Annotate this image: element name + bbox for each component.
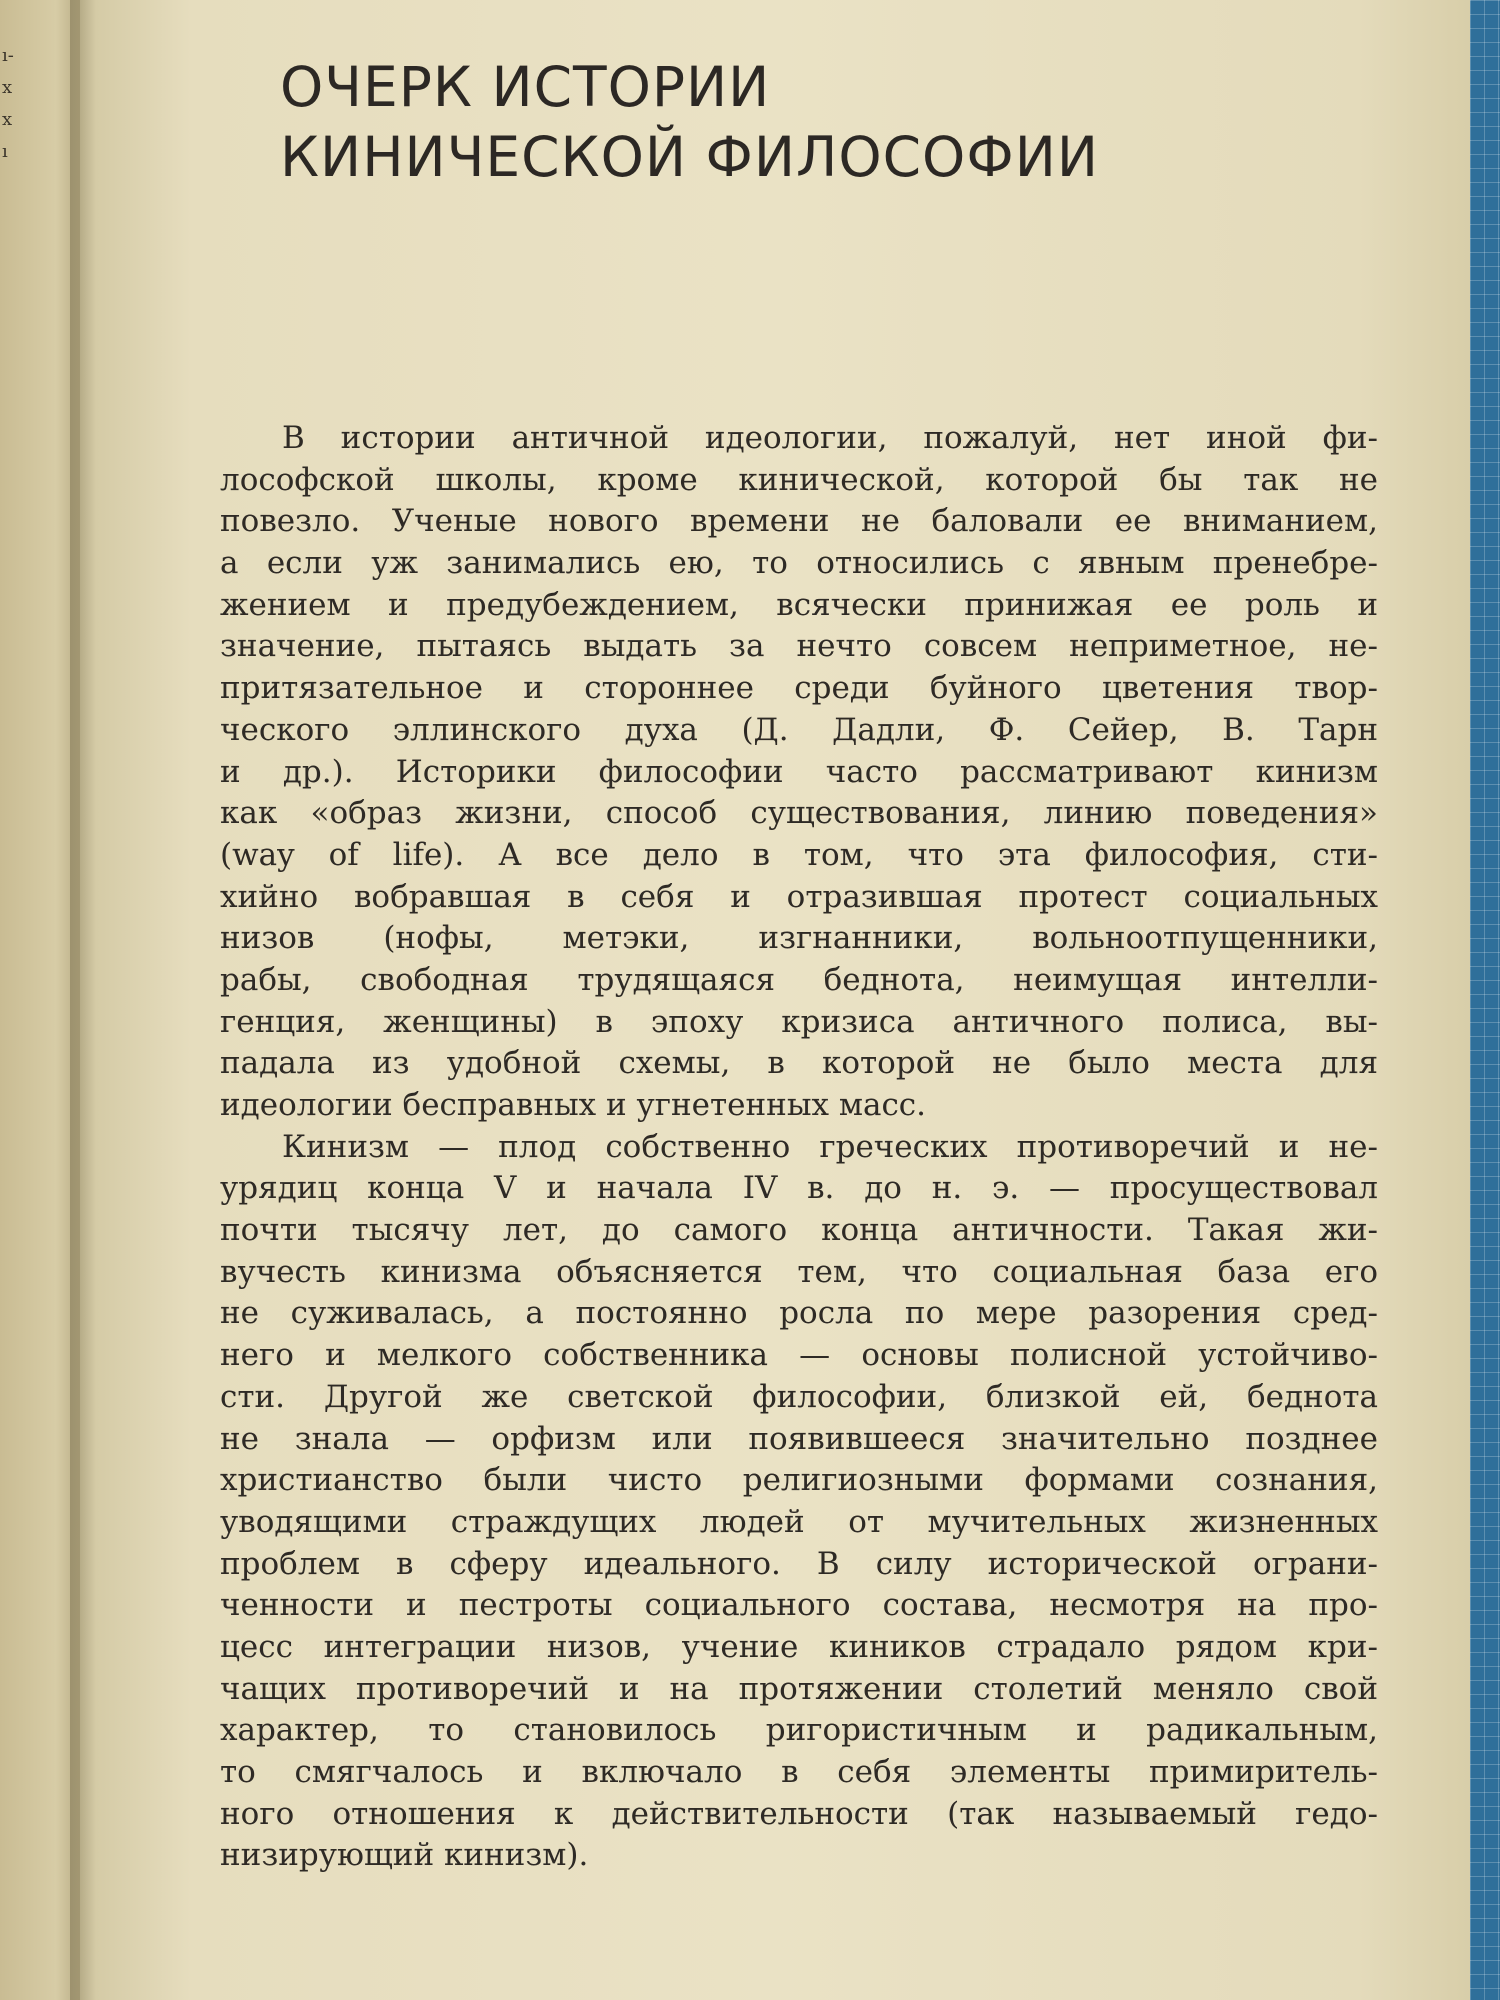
- text-line: почти тысячу лет, до самого конца античности. Такая жи-: [220, 1212, 1378, 1249]
- left-mark: ı-: [2, 45, 14, 66]
- text-line: (way of life). А все дело в том, что эта философия, сти-: [220, 836, 1378, 873]
- text-line: низов (нофы, метэки, изгнанники, вольноотпущенники,: [220, 920, 1378, 957]
- left-page-marks: [2, 40, 22, 168]
- text-line: Кинизм — плод собственно греческих противоречий и не-: [282, 1128, 1378, 1165]
- text-line: то смягчалось и включало в себя элементы примиритель-: [220, 1754, 1378, 1790]
- text-line: чащих противоречий и на протяжении столетий меняло свой: [220, 1670, 1378, 1707]
- text-line: падала из удобной схемы, в которой не было места для: [220, 1045, 1378, 1082]
- text-line: сти. Другой же светской философии, близкой ей, беднота: [220, 1378, 1378, 1415]
- body-text: [220, 418, 1378, 1877]
- text-line: вучесть кинизма объясняется тем, что социальная база его: [220, 1253, 1378, 1290]
- text-line: значение, пытаясь выдать за нечто совсем неприметное, не-: [220, 628, 1378, 665]
- paragraph-2: [220, 1127, 1378, 1877]
- text-line: идеологии бесправных и угнетенных масс.: [220, 1087, 927, 1123]
- text-line: и др.). Историки философии часто рассматривают кинизм: [220, 753, 1378, 790]
- text-line: не знала — орфизм или появившееся значительно позднее: [220, 1420, 1378, 1457]
- left-page-edge: [0, 0, 80, 2000]
- text-line: ческого эллинского духа (Д. Дадли, Ф. Сейер, В. Тарн: [220, 711, 1378, 748]
- left-mark: x: [2, 77, 13, 98]
- text-line: характер, то становилось ригористичным и радикальным,: [220, 1712, 1378, 1749]
- text-line: В истории античной идеологии, пожалуй, нет иной фи-: [282, 420, 1378, 456]
- text-line: ченности и пестроты социального состава, несмотря на про-: [220, 1587, 1378, 1624]
- text-line: хийно вобравшая в себя и отразившая протест социальных: [220, 878, 1378, 915]
- text-line: лософской школы, кроме кинической, которой бы так не: [220, 461, 1378, 498]
- text-line: уводящими страждущих людей от мучительных жизненных: [220, 1503, 1378, 1540]
- text-line: проблем в сферу идеального. В силу исторической ограни-: [220, 1545, 1378, 1582]
- blue-background-edge: [1470, 0, 1500, 2000]
- text-line: повезло. Ученые нового времени не баловали ее вниманием,: [220, 503, 1378, 540]
- text-line: христианство были чисто религиозными формами сознания,: [220, 1462, 1378, 1499]
- text-line: жением и предубеждением, всячески принижая ее роль и: [220, 586, 1378, 623]
- text-line: как «образ жизни, способ существования, линию поведения»: [220, 795, 1378, 832]
- text-line: цесс интеграции низов, учение киников страдало рядом кри-: [220, 1628, 1378, 1665]
- chapter-title: [280, 52, 1180, 192]
- text-line: а если уж занимались ею, то относились с явным пренебре-: [220, 545, 1378, 582]
- text-line: генция, женщины) в эпоху кризиса античного полиса, вы-: [220, 1003, 1378, 1040]
- left-mark: ı: [2, 141, 8, 162]
- book-gutter-shadow: [70, 0, 96, 2000]
- text-line: урядиц конца V и начала IV в. до н. э. — просуществовал: [220, 1170, 1378, 1207]
- text-line: ного отношения к действительности (так называемый гедо-: [220, 1795, 1378, 1832]
- chapter-title-line-2: КИНИЧЕСКОЙ ФИЛОСОФИИ: [280, 125, 1099, 189]
- left-mark: x: [2, 109, 13, 130]
- chapter-title-line-1: ОЧЕРК ИСТОРИИ: [280, 55, 771, 119]
- text-line: низирующий кинизм).: [220, 1837, 589, 1874]
- text-line: него и мелкого собственника — основы полисной устойчиво-: [220, 1337, 1378, 1374]
- paragraph-1: [220, 418, 1378, 1127]
- text-line: рабы, свободная трудящаяся беднота, неимущая интелли-: [220, 961, 1378, 998]
- text-line: не суживалась, а постоянно росла по мере разорения сред-: [220, 1295, 1378, 1332]
- text-line: притязательное и стороннее среди буйного цветения твор-: [220, 670, 1378, 707]
